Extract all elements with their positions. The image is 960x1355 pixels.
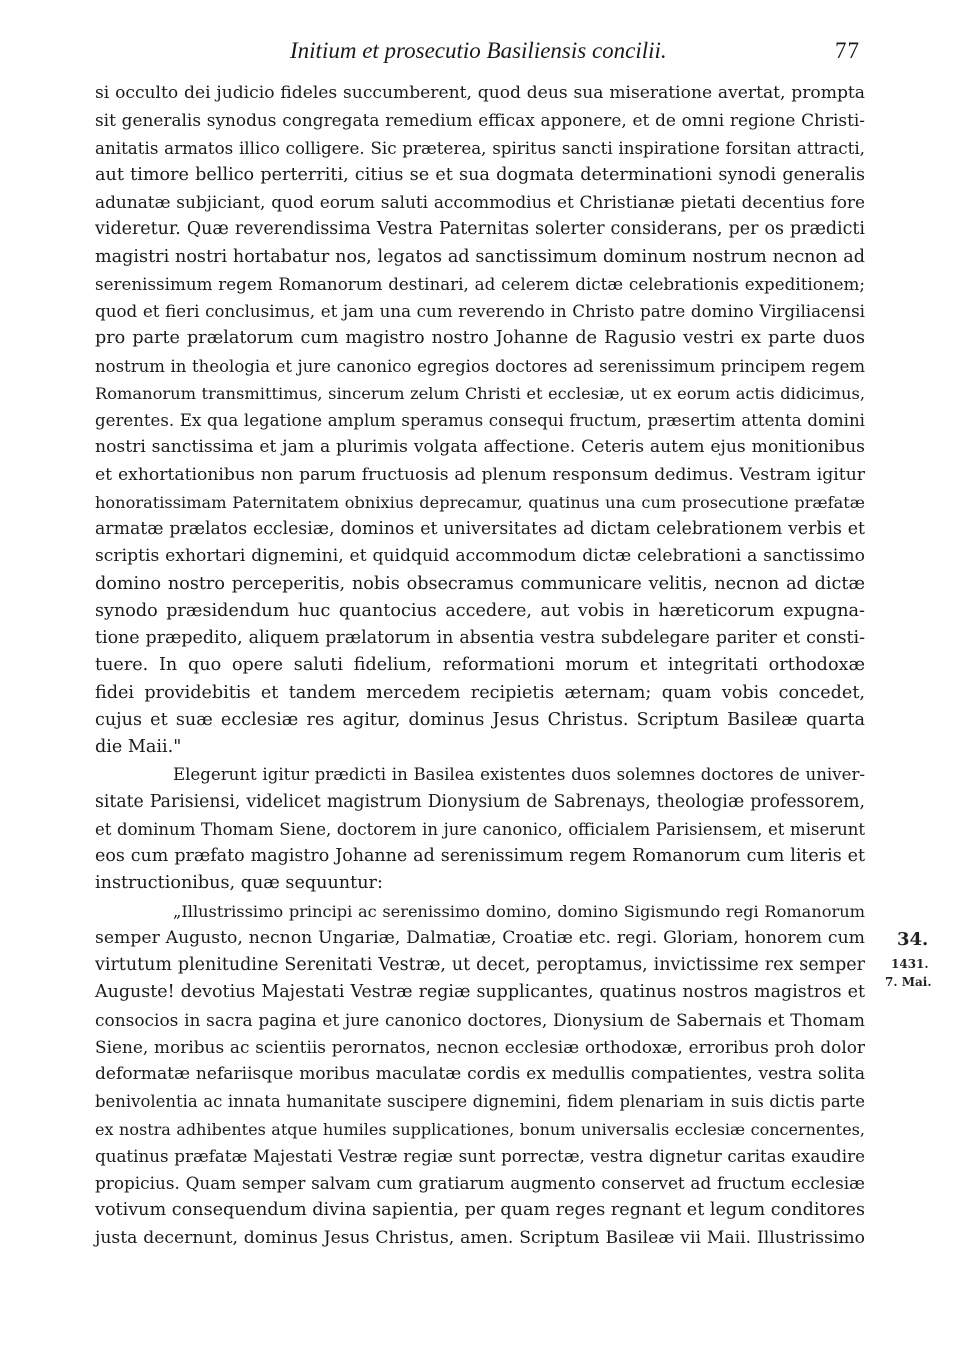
margin-note-year: 1431. <box>891 957 929 971</box>
text-line: et exhortationibus non parum fructuosis ad plenum responsum dedimus. Vestram igitur <box>95 464 865 485</box>
text-line: Romanorum transmittimus, sincerum zelum Christi et ecclesiæ, ut ex eorum actis didicimus, <box>95 383 865 403</box>
text-line: deformatæ nefariisque moribus maculatæ cordis ex medullis compatientes, vestra solita <box>95 1064 865 1084</box>
text-line: scriptis exhortari dignemini, et quidquid accommodum dictæ celebrationi a sanctissimo <box>95 546 865 567</box>
text-line: benivolentia ac innata humanitate suscipere dignemini, fidem plenariam in suis dictis parte <box>95 1092 865 1112</box>
page-number: 77 <box>835 38 860 63</box>
text-line: instructionibus, quæ sequuntur: <box>95 873 383 894</box>
margin-note-number: 34. <box>897 929 929 950</box>
text-line: domino nostro perceperitis, nobis obsecramus communicare velitis, necnon ad dictæ <box>95 573 865 594</box>
text-line: adunatæ subjiciant, quod eorum saluti accommodius et Christianæ pietati decentius fore <box>95 192 865 212</box>
text-line: consocios in sacra pagina et jure canonico doctores, Dionysium de Sabernais et Thomam <box>95 1009 865 1030</box>
text-line: propicius. Quam semper salvam cum gratiarum augmento conservet ad fructum ecclesiæ <box>95 1173 865 1193</box>
text-line: fidei providebitis et tandem mercedem recipietis æternam; quam vobis concedet, <box>95 682 865 703</box>
text-line: votivum consequendum divina sapientia, per quam reges regnant et legum conditores <box>95 1200 865 1221</box>
running-head <box>95 36 860 66</box>
text-line: nostri sanctissima et jam a plurimis volgata affectione. Ceteris autem ejus monitionibus <box>95 437 865 458</box>
text-line: „Illustrissimo principi ac serenissimo domino, domino Sigismundo regi Romanorum <box>173 901 865 921</box>
text-line: cujus et suæ ecclesiæ res agitur, dominus Jesus Christus. Scriptum Basileæ quarta <box>95 709 865 730</box>
text-line: videretur. Quæ reverendissima Vestra Paternitas solerter considerans, per os prædicti <box>95 219 865 240</box>
text-line: virtutum plenitudine Serenitati Vestræ, ut decet, peroptamus, invictissime rex semper <box>95 955 865 975</box>
text-line: et dominum Thomam Siene, doctorem in jure canonico, officialem Parisiensem, et miserunt <box>95 819 865 839</box>
text-line: tione præpedito, aliquem prælatorum in absentia vestra subdelegare pariter et consti- <box>95 628 865 648</box>
text-line: honoratissimam Paternitatem obnixius deprecamur, quatinus una cum prosecutione præfatæ <box>95 492 865 512</box>
text-line: magistri nostri hortabatur nos, legatos ad sanctissimum dominum nostrum necnon ad <box>95 246 865 267</box>
running-title: Initium et prosecutio Basiliensis concilii. <box>290 38 667 63</box>
text-line: anitatis armatos illico colligere. Sic præterea, spiritus sancti inspiratione forsitan attracti, <box>95 137 865 158</box>
text-line: armatæ prælatos ecclesiæ, dominos et universitates ad dictam celebrationem verbis et <box>95 519 865 539</box>
text-line: sit generalis synodus congregata remedium efficax apponere, et de omni regione Christi- <box>95 110 865 131</box>
text-line: aut timore bellico perterriti, citius se et sua dogmata determinationi synodi generalis <box>95 164 865 185</box>
text-line: eos cum præfato magistro Johanne ad serenissimum regem Romanorum cum literis et <box>95 846 865 866</box>
text-line: quatinus præfatæ Majestati Vestræ regiæ sunt porrectæ, vestra dignetur caritas exaudire <box>95 1145 865 1166</box>
text-line: Elegerunt igitur prædicti in Basilea existentes duos solemnes doctores de univer- <box>173 765 865 785</box>
text-line: synodo præsidendum huc quantocius accedere, aut vobis in hæreticorum expugna- <box>95 600 865 621</box>
text-line: pro parte prælatorum cum magistro nostro Johanne de Ragusio vestri ex parte duos <box>95 328 865 349</box>
text-line: gerentes. Ex qua legatione amplum speramus consequi fructum, præsertim attenta domini <box>95 411 865 430</box>
text-line: quod et fieri conclusimus, et jam una cum reverendo in Christo patre domino Virgiliacensi <box>95 301 865 321</box>
margin-note-date: 7. Mai. <box>885 975 932 989</box>
text-line: ex nostra adhibentes atque humiles supplicationes, bonum universalis ecclesiæ concernentes, <box>95 1119 865 1139</box>
text-line: justa decernunt, dominus Jesus Christus, amen. Scriptum Basileæ vii Maii. Illustrissimo <box>95 1227 865 1248</box>
text-line: Auguste! devotius Majestati Vestræ regiæ supplicantes, quatinus nostros magistros et <box>95 982 865 1003</box>
text-line: die Maii." <box>95 737 182 757</box>
text-line: si occulto dei judicio fideles succumberent, quod deus sua miseratione avertat, prompta <box>95 83 865 103</box>
text-line: nostrum in theologia et jure canonico egregios doctores ad serenissimum principem regem <box>95 356 865 376</box>
text-line: serenissimum regem Romanorum destinari, ad celerem dictæ celebrationis expeditionem; <box>95 273 865 294</box>
text-line: tuere. In quo opere saluti fidelium, reformationi morum et integritati orthodoxæ <box>95 655 865 676</box>
text-line: semper Augusto, necnon Ungariæ, Dalmatiæ, Croatiæ etc. regi. Gloriam, honorem cum <box>95 927 865 948</box>
body-text <box>95 80 865 1252</box>
text-line: Siene, moribus ac scientiis perornatos, necnon ecclesiæ orthodoxæ, erroribus proh dolor <box>95 1036 865 1057</box>
text-line: sitate Parisiensi, videlicet magistrum Dionysium de Sabrenays, theologiæ professorem, <box>95 791 865 812</box>
